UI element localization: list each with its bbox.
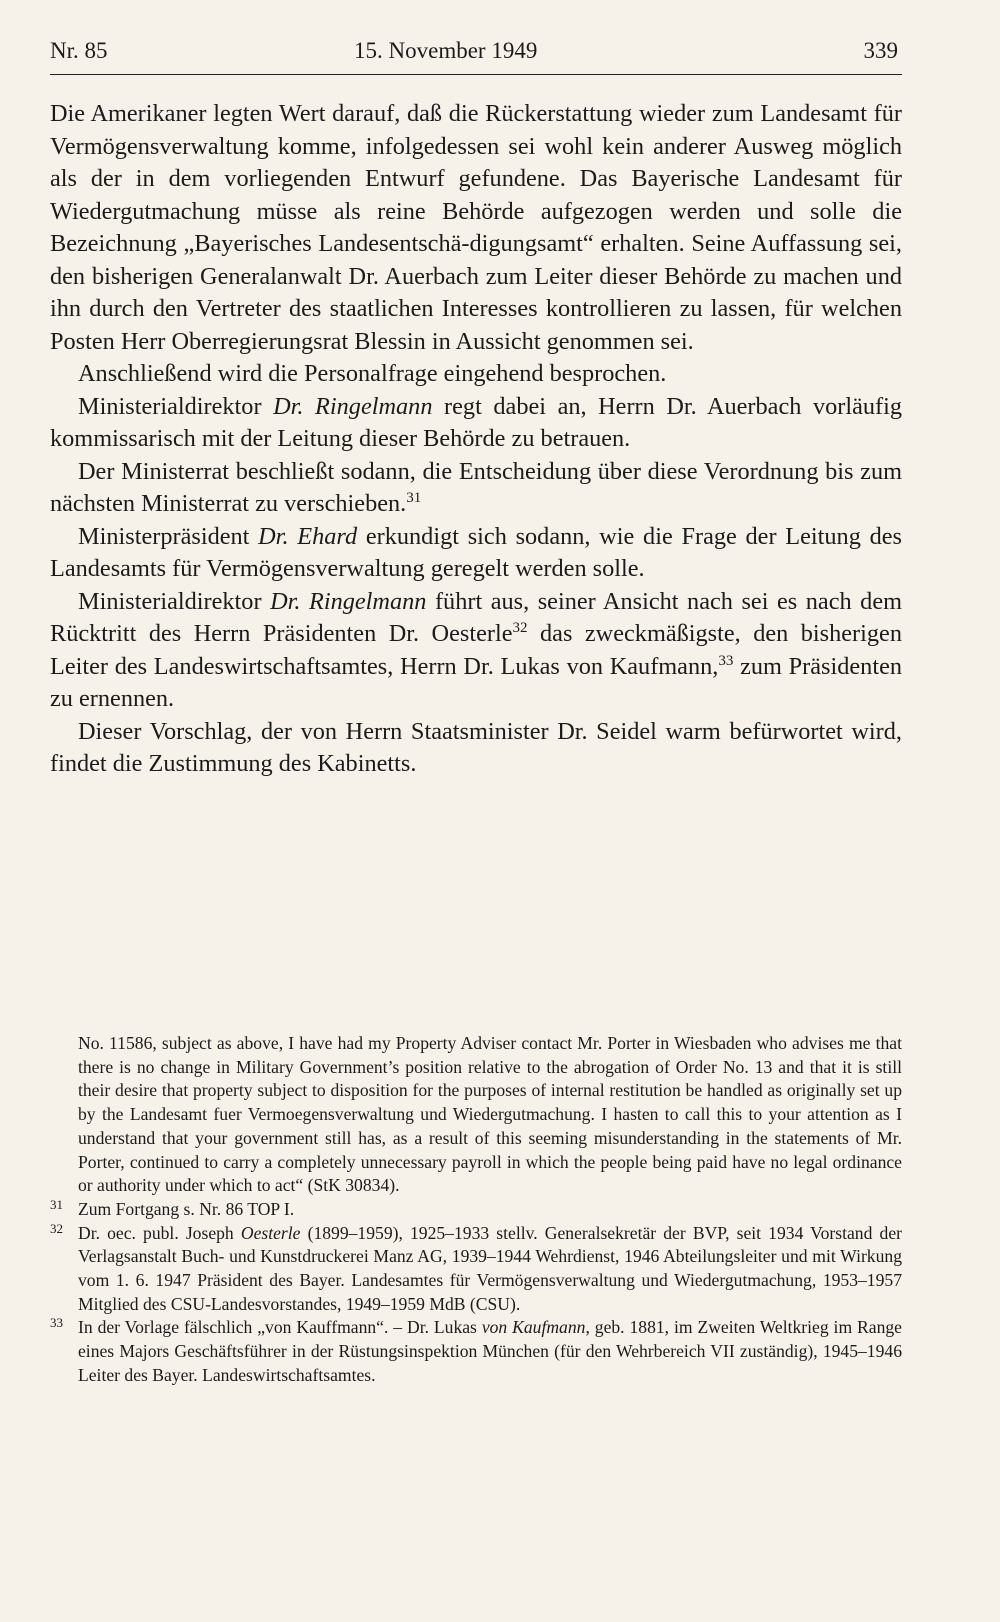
speaker-name: Dr. Ringelmann (270, 587, 427, 615)
paragraph-4-text: Der Ministerrat beschließt sodann, die Entscheidung über diese Verordnung bis zum nächsten Ministerrat zu verschieben. (50, 457, 902, 517)
footnotes (50, 1032, 902, 1388)
paragraph-2: Anschließend wird die Personalfrage eingehend besprochen. (78, 360, 667, 387)
paragraph-4 (50, 456, 902, 521)
footnote-number: 31 (50, 1196, 63, 1212)
footnote-32 (50, 1222, 902, 1317)
session-date: 15. November 1949 (354, 38, 538, 63)
footnote-text: Zum Fortgang s. Nr. 86 TOP I. (78, 1198, 295, 1219)
footnote-text: Dr. oec. publ. Joseph (78, 1222, 241, 1243)
footnote-ref-32: 32 (512, 619, 528, 636)
paragraph-6-text-a: führt aus, seiner Ansicht nach sei es nach dem Rücktritt des Herrn Präsidenten Dr. Oesterle (50, 587, 902, 647)
footnote-continuation: No. 11586, subject as above, I have had my Property Adviser contact Mr. Porter in Wiesbaden who advises me that there is no change in Military Government’s position relative to the abrogation of Order No. 13 and that it is still their desire that property subject to disposition for the purposes of internal restitution be handled as originally set up by the Landesamt fuer Vermoegensverwaltung und Wiedergutmachung. I hasten to call this to your attention as I understand that your government still has, as a result of this seeming misunderstanding in the statements of Mr. Porter, continued to carry a completely unnecessary payroll in which the people being paid have no legal ordinance or authority under which to act“ (StK 30834). (78, 1033, 902, 1196)
paragraph-7: Dieser Vorschlag, der von Herrn Staatsminister Dr. Seidel warm befürwortet wird, findet die Zustimmung des Kabinetts. (50, 717, 902, 777)
footnote-31 (50, 1198, 902, 1222)
footnote-text: (1899–1959), 1925–1933 stellv. Generalsekretär der BVP, seit 1934 Vorstand der Verlagsanstalt Buch- und Kunstdruckerei Manz AG, 1939–1944 Wehrdienst, 1946 Abteilungsleiter und mit Wirkung vom 1. 6. 1947 Präsident des Bayer. Landesamtes für Vermögensverwaltung und Wiedergutmachung, 1953–1957 Mitglied des CSU-Landesvorstandes, 1949–1959 MdB (CSU). (78, 1222, 902, 1314)
main-text (50, 98, 902, 781)
footnote-33 (50, 1316, 902, 1387)
footnote-text: In der Vorlage fälschlich „von Kauffmann“. – Dr. Lukas (78, 1317, 482, 1338)
paragraph-3-lead: Ministerialdirektor (78, 392, 274, 420)
paragraph-1: Die Amerikaner legten Wert darauf, daß die Rückerstattung wieder zum Landesamt für Vermögensverwaltung komme, infolgedessen sei wohl kein anderer Ausweg möglich als der in dem vorliegenden Entwurf gefundene. Das Bayerische Landesamt für Wiedergutmachung müsse als reine Behörde aufgezogen werden und solle die Bezeichnung „Bayerisches Landesentschä-digungsamt“ erhalten. Seine Auffassung sei, den bisherigen Generalanwalt Dr. Auerbach zum Leiter dieser Behörde zu machen und ihn durch den Vertreter des staatlichen Interesses kontrollieren zu lassen, für welchen Posten Herr Oberregierungsrat Blessin in Aussicht genommen sei. (50, 100, 902, 355)
speaker-name: Dr. Ehard (258, 522, 358, 550)
document-number: Nr. 85 (50, 38, 108, 63)
person-name: von Kaufmann (481, 1317, 586, 1338)
footnote-ref-33: 33 (718, 652, 734, 669)
paragraph-6-text-b: das zweckmäßigste, den bisherigen Leiter des Landeswirtschaftsamtes, Herrn Dr. Lukas von Kaufmann, (50, 620, 902, 680)
footnote-number: 32 (50, 1220, 63, 1236)
running-header (50, 38, 902, 75)
footnote-number: 33 (50, 1315, 63, 1331)
paragraph-5-rest: erkundigt sich sodann, wie die Frage der Leitung des Landesamts für Vermögensverwaltung geregelt werden solle. (50, 522, 902, 582)
footnote-ref-31: 31 (406, 489, 422, 506)
footnote-text: , geb. 1881, im Zweiten Weltkrieg im Range eines Majors Geschäftsführer in der Rüstungsinspektion München (für den Wehrbereich VII zuständig), 1945–1946 Leiter des Bayer. Landeswirtschaftsamtes. (78, 1317, 902, 1385)
paragraph-5-lead: Ministerpräsident (78, 522, 259, 550)
paragraph-3-rest: regt dabei an, Herrn Dr. Auerbach vorläufig kommissarisch mit der Leitung dieser Behörde zu betrauen. (50, 392, 903, 452)
paragraph-6 (50, 586, 902, 716)
paragraph-5 (50, 521, 902, 586)
paragraph-3 (50, 391, 902, 456)
paragraph-6-text-c: zum Präsidenten zu ernennen. (50, 652, 902, 712)
page-number: 339 (863, 38, 898, 63)
speaker-name: Dr. Ringelmann (273, 392, 433, 420)
paragraph-6-lead: Ministerialdirektor (78, 587, 271, 615)
person-name: Oesterle (240, 1222, 301, 1243)
